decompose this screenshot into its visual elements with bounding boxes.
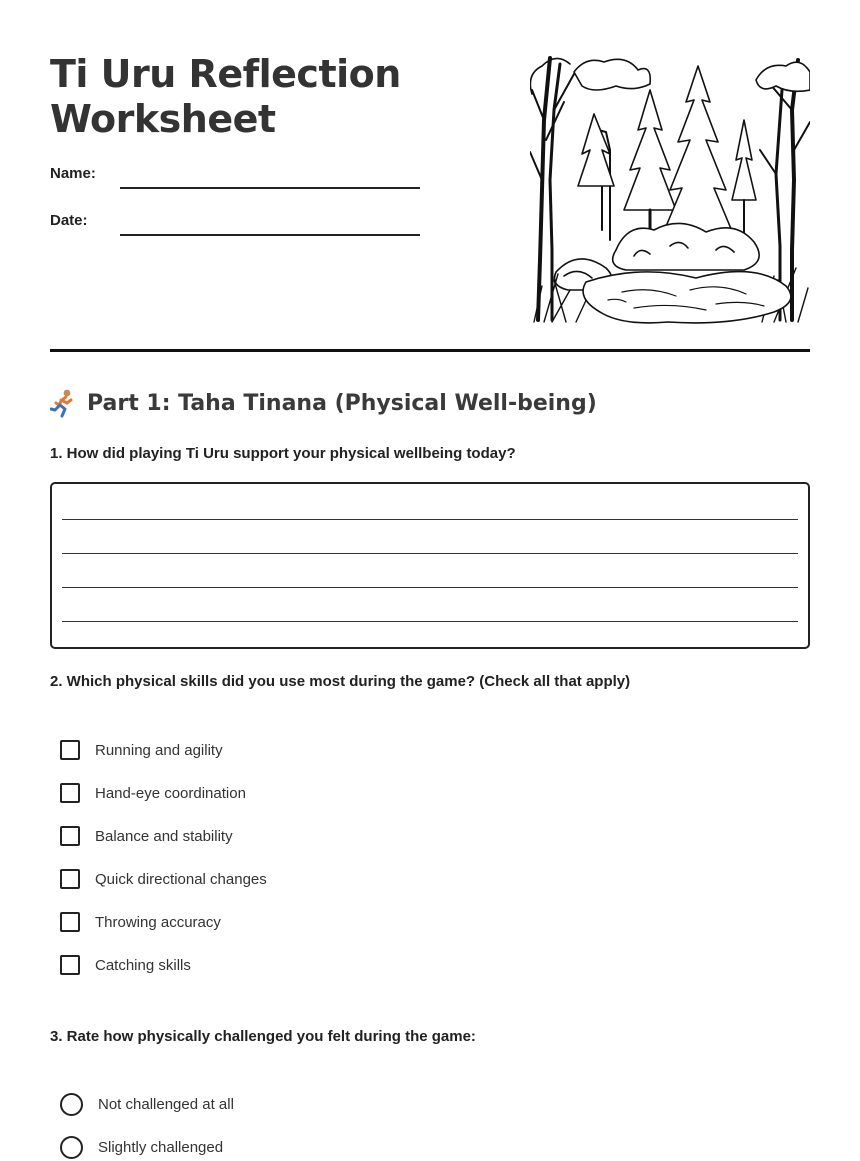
option-label: Hand-eye coordination bbox=[95, 784, 246, 802]
answer-line[interactable] bbox=[62, 621, 798, 622]
date-field[interactable] bbox=[120, 234, 420, 236]
option-label: Balance and stability bbox=[95, 827, 233, 845]
option-label: Running and agility bbox=[95, 741, 223, 759]
answer-line[interactable] bbox=[62, 519, 798, 520]
skill-option-directional[interactable] bbox=[60, 869, 267, 889]
option-label: Slightly challenged bbox=[98, 1139, 224, 1156]
skill-option-balance[interactable] bbox=[60, 826, 233, 846]
title-line-1: Ti Uru Reflection bbox=[50, 52, 401, 96]
option-label: Catching skills bbox=[95, 956, 191, 974]
part1-heading-text: Part 1: Taha Tinana (Physical Well-being) bbox=[87, 390, 597, 416]
checkbox[interactable] bbox=[60, 955, 80, 975]
option-label: Not challenged at all bbox=[98, 1096, 234, 1113]
section-divider bbox=[50, 349, 810, 352]
forest-stream-illustration bbox=[530, 50, 810, 325]
part1-heading bbox=[50, 388, 597, 418]
radio-button[interactable] bbox=[60, 1093, 83, 1116]
option-label: Quick directional changes bbox=[95, 870, 267, 888]
skill-option-throwing[interactable] bbox=[60, 912, 221, 932]
name-field[interactable] bbox=[120, 187, 420, 189]
running-person-icon bbox=[50, 388, 78, 418]
checkbox[interactable] bbox=[60, 783, 80, 803]
option-label: Throwing accuracy bbox=[95, 913, 221, 931]
checkbox[interactable] bbox=[60, 912, 80, 932]
title-line-2: Worksheet bbox=[50, 97, 276, 141]
answer-box-q1[interactable] bbox=[50, 482, 810, 649]
answer-line[interactable] bbox=[62, 553, 798, 554]
checkbox[interactable] bbox=[60, 869, 80, 889]
date-label: Date: bbox=[50, 212, 88, 229]
radio-button[interactable] bbox=[60, 1136, 83, 1159]
challenge-option-slight[interactable] bbox=[60, 1136, 223, 1159]
question-3: 3. Rate how physically challenged you felt during the game: bbox=[50, 1028, 476, 1045]
question-1: 1. How did playing Ti Uru support your physical wellbeing today? bbox=[50, 445, 516, 462]
question-2: 2. Which physical skills did you use most during the game? (Check all that apply) bbox=[50, 673, 631, 690]
skill-option-running[interactable] bbox=[60, 740, 223, 760]
skill-option-hand-eye[interactable] bbox=[60, 783, 246, 803]
worksheet-title bbox=[50, 52, 401, 142]
answer-line[interactable] bbox=[62, 587, 798, 588]
checkbox[interactable] bbox=[60, 826, 80, 846]
name-label: Name: bbox=[50, 165, 96, 182]
checkbox[interactable] bbox=[60, 740, 80, 760]
skill-option-catching[interactable] bbox=[60, 955, 191, 975]
challenge-option-none[interactable] bbox=[60, 1093, 234, 1116]
